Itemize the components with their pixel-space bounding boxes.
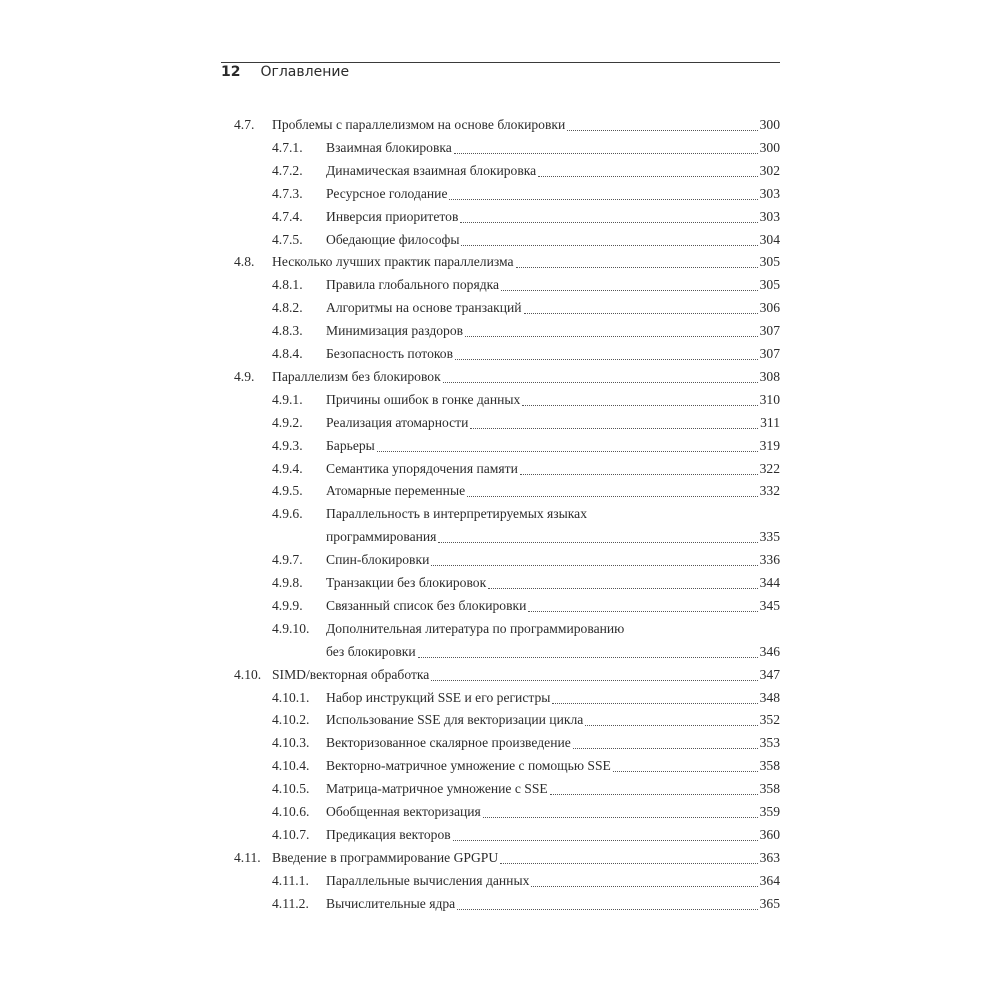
toc-entry-title: Обобщенная векторизация	[326, 804, 481, 819]
toc-subsection-entry	[272, 276, 780, 294]
toc-entry-page: 302	[759, 162, 780, 178]
dot-leader	[500, 863, 757, 864]
toc-entry-number: 4.10.2.	[272, 712, 310, 728]
toc-entry-number: 4.7.5.	[272, 231, 303, 247]
dot-leader	[377, 451, 758, 452]
dot-leader	[524, 313, 758, 314]
toc-entry-title: Матрица-матричное умножение с SSE	[326, 781, 548, 797]
toc-entry-title: Барьеры	[326, 437, 375, 453]
toc-entry-title: Параллелизм без блокировок	[272, 368, 441, 384]
toc-entry-title: Векторно-матричное умножение с помощью SSE	[326, 758, 611, 774]
dot-leader	[454, 153, 758, 154]
toc-entry-number: 4.9.6.	[272, 506, 303, 522]
dot-leader	[501, 290, 758, 291]
toc-subsection-entry	[272, 734, 780, 752]
toc-entry-page: 345	[759, 597, 780, 613]
toc-section-entry	[234, 849, 780, 867]
dot-leader	[461, 245, 757, 246]
toc-entry-page: 336	[759, 552, 780, 568]
toc-entry-page: 303	[759, 185, 780, 201]
dot-leader	[431, 680, 757, 681]
toc-entry-title: Семантика упорядочения памяти	[326, 460, 518, 476]
toc-entry-page: 359	[759, 804, 780, 819]
toc-entry-title: Алгоритмы на основе транзакций	[326, 300, 522, 316]
toc-entry-title: Спин-блокировки	[326, 552, 430, 568]
dot-leader	[573, 748, 758, 749]
toc-entry-number: 4.9.5.	[272, 483, 303, 499]
toc-entry-title-line1: Параллельность в интерпретируемых языках	[326, 506, 588, 522]
toc-section-entry	[234, 368, 780, 386]
toc-entry-title: Обедающие философы	[326, 231, 460, 247]
toc-subsection-entry	[272, 757, 780, 775]
toc-entry-page: 363	[759, 849, 780, 865]
dot-leader	[538, 176, 757, 177]
toc-section-entry	[234, 253, 780, 271]
dot-leader	[453, 840, 758, 841]
toc-entry-title: Взаимная блокировка	[326, 139, 452, 155]
toc-entry-page: 358	[759, 781, 780, 797]
toc-entry-page: 348	[759, 689, 780, 705]
toc-entry-page: 308	[759, 368, 780, 384]
toc-entry-title: Предикация векторов	[326, 826, 451, 842]
toc-entry-title: Правила глобального порядка	[326, 277, 500, 293]
toc-subsection-entry	[272, 231, 780, 249]
toc-entry-number: 4.9.1.	[272, 391, 303, 407]
dot-leader	[488, 588, 757, 589]
toc-entry-title: Введение в программирование GPGPU	[272, 849, 499, 865]
toc-subsection-entry	[272, 711, 780, 729]
toc-entry-page: 304	[759, 231, 780, 247]
toc-entry-number: 4.7.2.	[272, 162, 303, 178]
toc-entry-number: 4.8.1.	[272, 277, 303, 293]
toc-entry-page: 305	[759, 254, 780, 270]
toc-subsection-entry	[272, 414, 780, 432]
toc-entry-title: Параллельные вычисления данных	[326, 872, 530, 888]
toc-subsection-entry	[272, 826, 780, 844]
toc-entry-number: 4.9.3.	[272, 437, 303, 453]
toc-subsection-entry	[272, 620, 780, 661]
toc-entry-number: 4.11.2.	[272, 895, 309, 911]
dot-leader	[531, 886, 757, 887]
toc-entry-number: 4.10.6.	[272, 804, 310, 819]
dot-leader	[528, 611, 757, 612]
toc-entry-number: 4.8.2.	[272, 300, 303, 316]
toc-entry-title-line1: Дополнительная литература по программированию	[326, 620, 625, 636]
toc-entry-number: 4.8.	[234, 254, 255, 270]
toc-subsection-entry	[272, 345, 780, 363]
dot-leader	[418, 657, 758, 658]
toc-subsection-entry	[272, 437, 780, 455]
dot-leader	[552, 703, 757, 704]
dot-leader	[431, 565, 757, 566]
toc-entry-page: 352	[759, 712, 780, 728]
toc-entry-number: 4.10.7.	[272, 826, 310, 842]
dot-leader	[483, 817, 758, 818]
dot-leader	[567, 130, 757, 131]
dot-leader	[470, 428, 758, 429]
dot-leader	[449, 199, 757, 200]
toc-subsection-entry	[272, 139, 780, 157]
toc-entry-number: 4.10.4.	[272, 758, 310, 774]
toc-entry-title: Инверсия приоритетов	[326, 208, 459, 224]
toc-entry-title: Минимизация раздоров	[326, 323, 464, 339]
dot-leader	[455, 359, 758, 360]
toc-entry-title: Динамическая взаимная блокировка	[326, 162, 537, 178]
dot-leader	[520, 474, 758, 475]
toc-subsection-entry	[272, 803, 780, 821]
dot-leader	[443, 382, 758, 383]
toc-entry-page: 360	[759, 826, 780, 842]
toc-entry-page: 300	[759, 117, 780, 132]
toc-entry-number: 4.11.1.	[272, 872, 309, 888]
dot-leader	[516, 267, 758, 268]
running-title: Оглавление	[260, 64, 350, 80]
dot-leader	[465, 336, 758, 337]
dot-leader	[460, 222, 757, 223]
toc-entry-number: 4.9.10.	[272, 620, 310, 636]
toc-entry-title: Реализация атомарности	[326, 414, 469, 430]
toc-entry-title: Набор инструкций SSE и его регистры	[326, 689, 551, 705]
dot-leader	[613, 771, 758, 772]
dot-leader	[457, 909, 757, 910]
toc-subsection-entry	[272, 460, 780, 478]
page-number: 12	[221, 64, 241, 80]
toc-entry-number: 4.8.3.	[272, 323, 303, 339]
toc-entry-number: 4.9.9.	[272, 597, 303, 613]
toc-entry-title: Несколько лучших практик параллелизма	[272, 254, 514, 270]
toc-entry-page: 364	[759, 872, 780, 888]
toc-entry-page: 335	[759, 529, 780, 545]
toc-subsection-entry	[272, 872, 780, 890]
toc-subsection-entry	[272, 208, 780, 226]
toc-entry-page: 307	[759, 346, 780, 361]
toc-entry-title: Ресурсное голодание	[326, 185, 448, 201]
toc-entry-number: 4.11.	[234, 849, 261, 865]
toc-entry-title: Проблемы с параллелизмом на основе блокировки	[272, 117, 566, 132]
toc-entry-page: 358	[759, 758, 780, 774]
toc-entry-title: Вычислительные ядра	[326, 895, 456, 911]
toc-entry-number: 4.10.	[234, 666, 262, 682]
toc-entry-title: программирования	[326, 529, 437, 545]
toc-subsection-entry	[272, 322, 780, 340]
toc-entry-page: 322	[759, 460, 780, 476]
toc-entry-number: 4.9.2.	[272, 414, 303, 430]
toc-entry-title: SIMD/векторная обработка	[272, 666, 430, 682]
toc-entry-page: 303	[759, 208, 780, 224]
toc-entry-number: 4.8.4.	[272, 346, 303, 361]
toc-entry-page: 306	[759, 300, 780, 316]
toc-subsection-entry	[272, 597, 780, 615]
toc-entry-number: 4.7.	[234, 117, 255, 132]
toc-entry-page: 311	[760, 414, 780, 430]
toc-entry-number: 4.7.3.	[272, 185, 303, 201]
toc-entry-number: 4.10.5.	[272, 781, 310, 797]
toc-entry-page: 300	[759, 139, 780, 155]
toc-entry-page: 310	[759, 391, 780, 407]
dot-leader	[522, 405, 757, 406]
dot-leader	[550, 794, 758, 795]
toc-subsection-entry	[272, 689, 780, 707]
toc-entry-title: без блокировки	[326, 643, 416, 659]
toc-entry-page: 305	[759, 277, 780, 293]
toc-entry-page: 353	[759, 735, 780, 751]
toc-entry-title: Транзакции без блокировок	[326, 575, 487, 590]
toc-section-entry	[234, 666, 780, 684]
toc-entry-page: 319	[759, 437, 780, 453]
toc-entry-page: 347	[759, 666, 780, 682]
toc-subsection-entry	[272, 162, 780, 180]
toc-entry-title: Атомарные переменные	[326, 483, 466, 499]
toc-entry-number: 4.7.4.	[272, 208, 303, 224]
toc-entry-page: 332	[759, 483, 780, 499]
toc-entry-title: Векторизованное скалярное произведение	[326, 735, 571, 751]
toc-subsection-entry	[272, 895, 780, 913]
toc-entry-title: Причины ошибок в гонке данных	[326, 391, 521, 407]
toc-entry-title: Связанный список без блокировки	[326, 597, 527, 613]
toc-subsection-entry	[272, 185, 780, 203]
toc-entry-number: 4.9.	[234, 368, 255, 384]
toc-entry-number: 4.9.8.	[272, 575, 303, 590]
toc-entry-page: 344	[759, 575, 780, 590]
toc-entry-number: 4.9.4.	[272, 460, 303, 476]
toc-subsection-entry	[272, 482, 780, 500]
dot-leader	[438, 542, 757, 543]
toc-subsection-entry	[272, 299, 780, 317]
toc-entry-number: 4.7.1.	[272, 139, 303, 155]
toc-subsection-entry	[272, 391, 780, 409]
toc-entry-page: 346	[759, 643, 780, 659]
toc-entry-number: 4.10.3.	[272, 735, 310, 751]
toc-subsection-entry	[272, 574, 780, 592]
toc-entry-number: 4.9.7.	[272, 552, 303, 568]
toc-entry-number: 4.10.1.	[272, 689, 310, 705]
toc-section-entry	[234, 116, 780, 134]
dot-leader	[585, 725, 757, 726]
toc-entry-title: Использование SSE для векторизации цикла	[326, 712, 584, 728]
dot-leader	[467, 496, 757, 497]
toc-entry-title: Безопасность потоков	[326, 346, 453, 361]
toc-entry-page: 307	[759, 323, 780, 339]
toc-subsection-entry	[272, 551, 780, 569]
toc-entry-page: 365	[759, 895, 780, 911]
toc-subsection-entry	[272, 505, 780, 546]
toc-subsection-entry	[272, 780, 780, 798]
